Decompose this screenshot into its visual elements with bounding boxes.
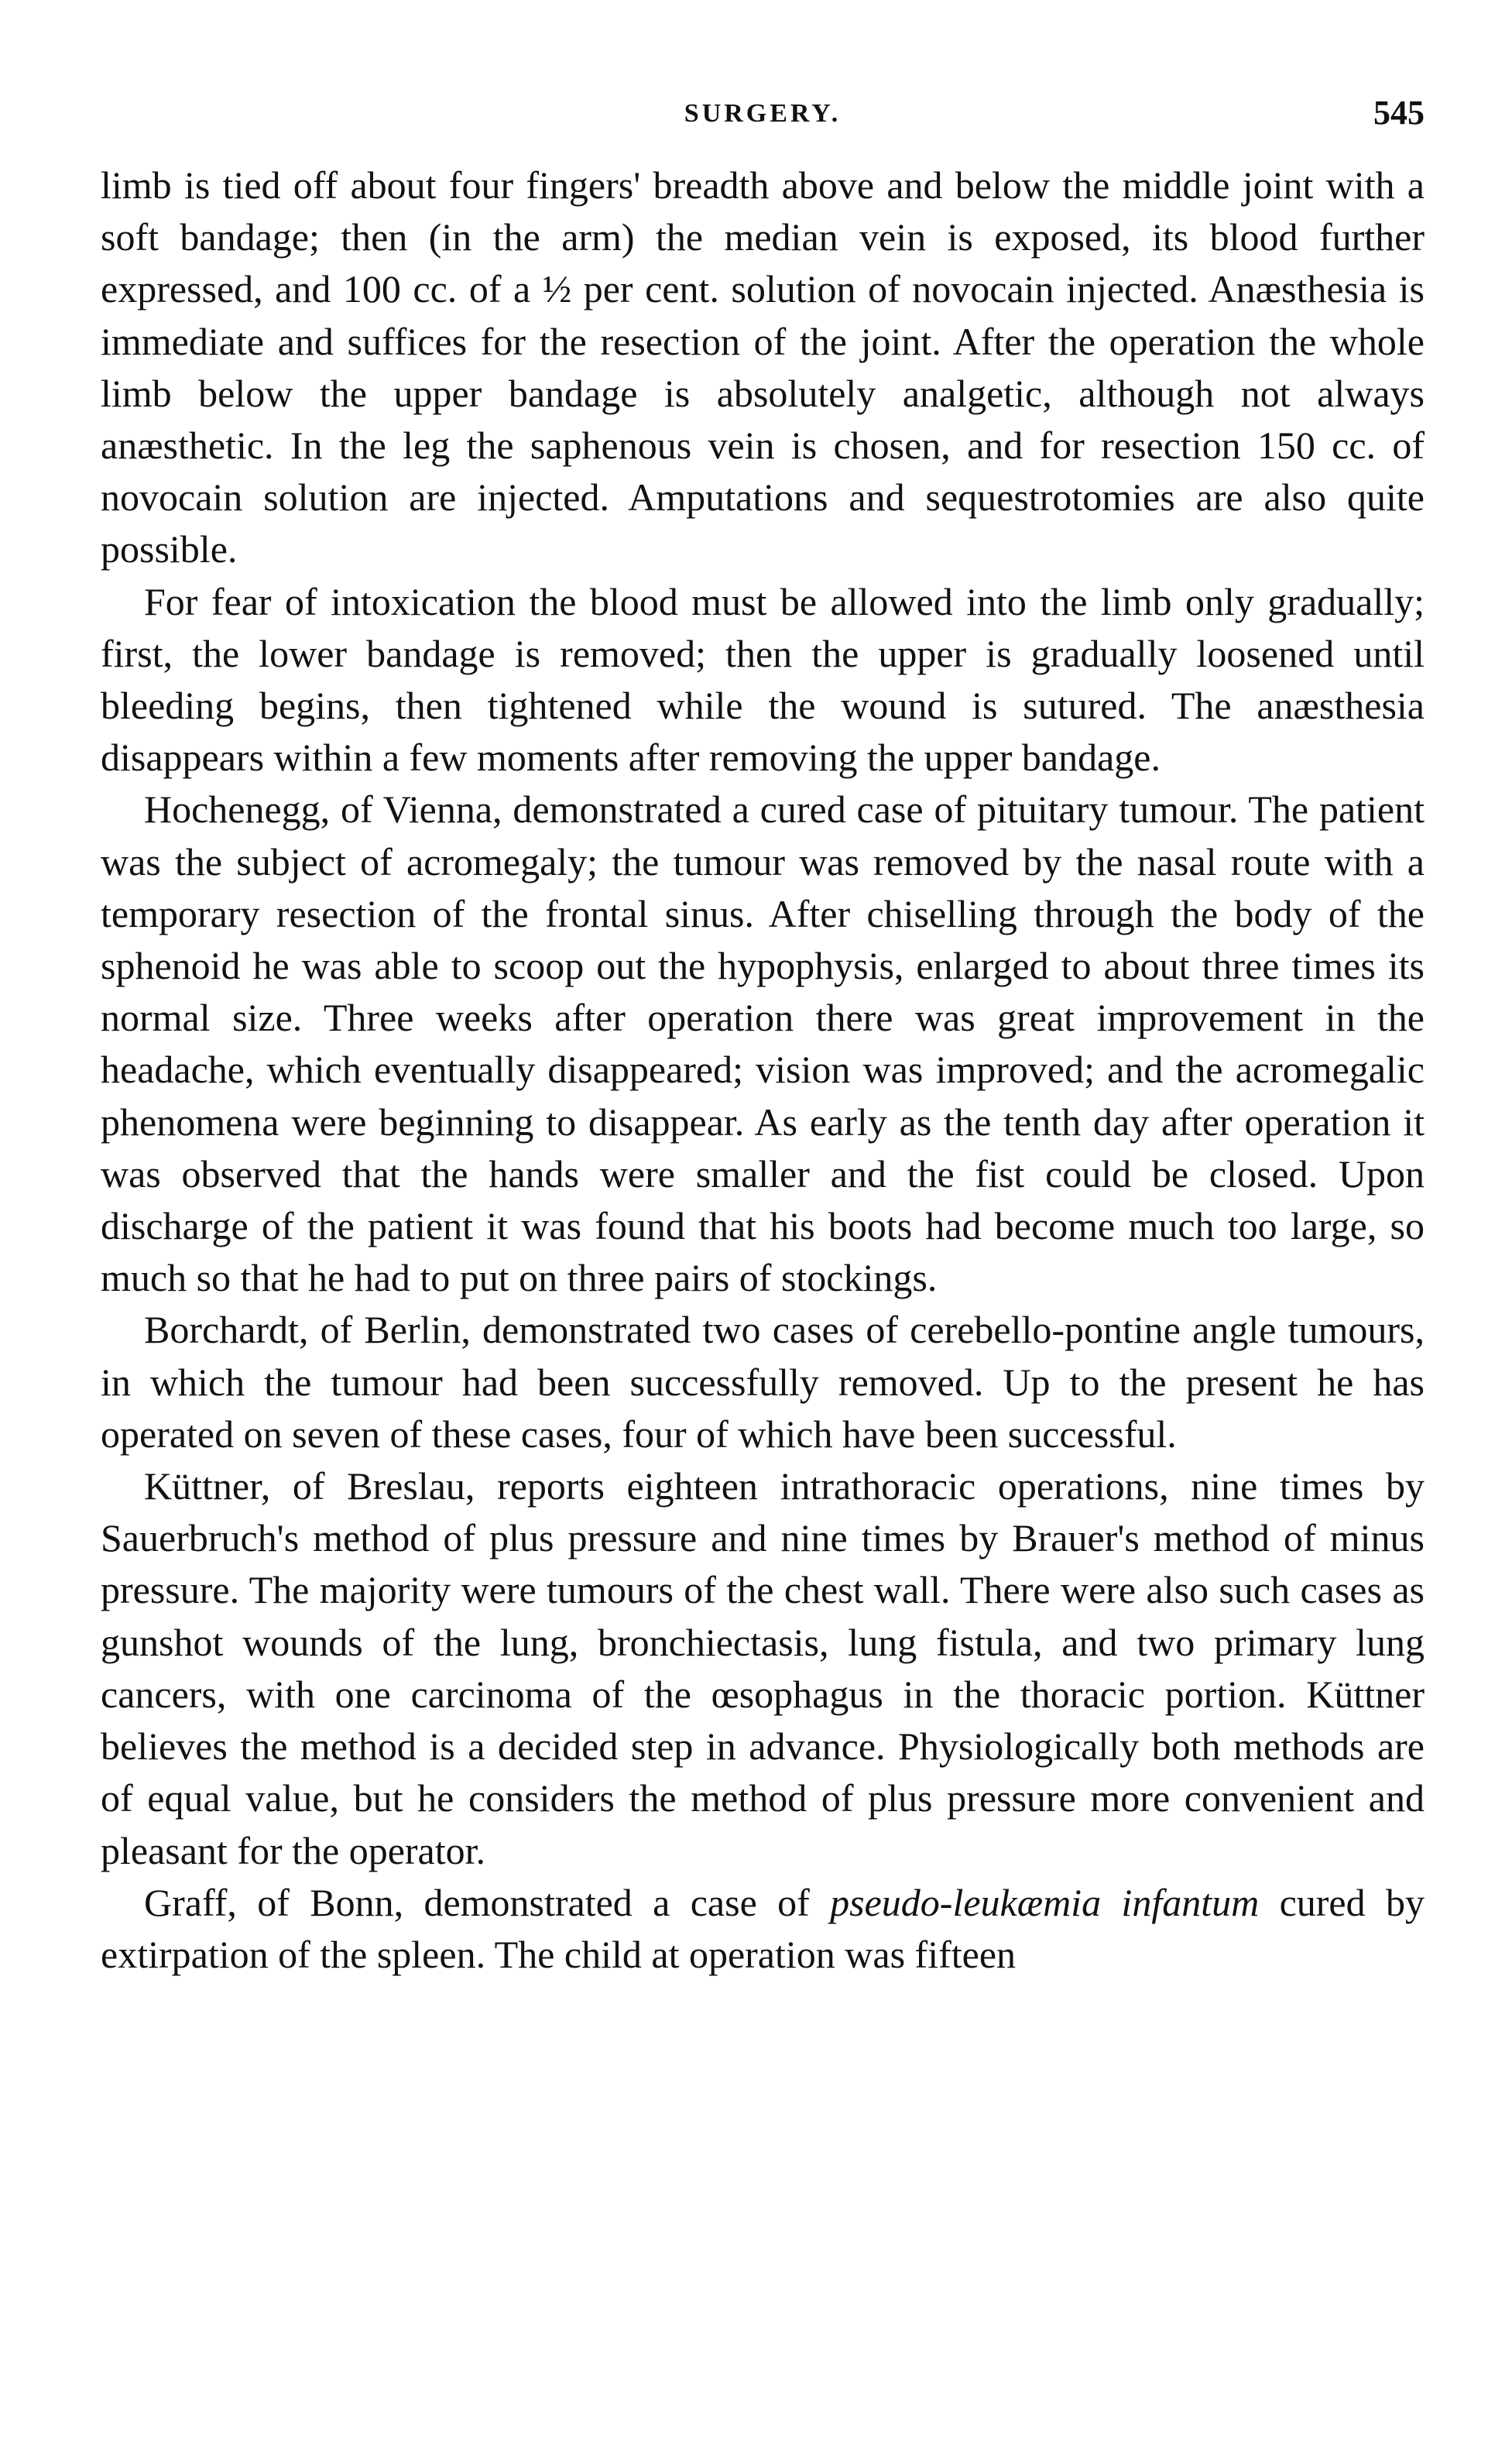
graff-text-before: Graff, of Bonn, demonstrated a case of — [144, 1880, 831, 1924]
graff-text-after: cured by extirpation of the spleen. The child at operation was fifteen — [101, 1880, 1425, 1976]
paragraph-limb-anaesthesia: limb is tied off about four fingers' breadth above and below the middle joint with a soft bandage; then (in the arm) the median vein is exposed, its blood further expressed, and 100 cc. of a ½ per cent. solution of novocain injected. Anæsthesia is immediate and suffices for the resection of the joint. After the operation the whole limb below the upper bandage is absolutely analgetic, although not always anæsthetic. In the leg the saphenous vein is chosen, and for resection 150 cc. of novocain solution are injected. Amputations and sequestrotomies are also quite possible. — [101, 163, 1425, 571]
paragraph-hochenegg: Hochenegg, of Vienna, demonstrated a cured case of pituitary tumour. The patient was the subject of acromegaly; the tumour was removed by the nasal route with a temporary resection of the frontal sinus. After chiselling through the body of the sphenoid he was able to scoop out the hypophysis, enlarged to about three times its normal size. Three weeks after operation there was great improvement in the headache, which eventually disappeared; vision was improved; and the acromegalic phenomena were beginning to disappear. As early as the tenth day after operation it was observed that the hands were smaller and the fist could be closed. Upon discharge of the patient it was found that his boots had become much too large, so much so that he had to put on three pairs of stockings. — [101, 787, 1425, 1300]
body-text — [101, 160, 1425, 1981]
paragraph-borchardt: Borchardt, of Berlin, demonstrated two cases of cerebello-pontine angle tumours, in which the tumour had been successfully removed. Up to the present he has operated on seven of these cases, four of which have been successful. — [101, 1308, 1425, 1456]
paragraph-kuttner: Küttner, of Breslau, reports eighteen intrathoracic operations, nine times by Sauerbruch's method of plus pressure and nine times by Brauer's method of minus pressure. The majority were tumours of the chest wall. There were also such cases as gunshot wounds of the lung, bronchiectasis, lung fistula, and two primary lung cancers, with one carcinoma of the œsophagus in the thoracic portion. Küttner believes the method is a decided step in advance. Physiologically both methods are of equal value, but he considers the method of plus pressure more convenient and pleasant for the operator. — [101, 1464, 1425, 1872]
page-number: 545 — [1373, 94, 1425, 132]
page-header — [101, 91, 1425, 138]
paragraph-graff — [101, 1877, 1425, 1981]
graff-italic-term: pseudo-leukæmia infantum — [830, 1880, 1260, 1924]
running-title: SURGERY. — [684, 99, 842, 128]
paragraph-intoxication: For fear of intoxication the blood must be allowed into the limb only gradually; first, the lower bandage is removed; then the upper is gradually loosened until bleeding begins, then tightened while the wound is sutured. The anæsthesia disappears within a few moments after removing the upper bandage. — [101, 579, 1425, 780]
